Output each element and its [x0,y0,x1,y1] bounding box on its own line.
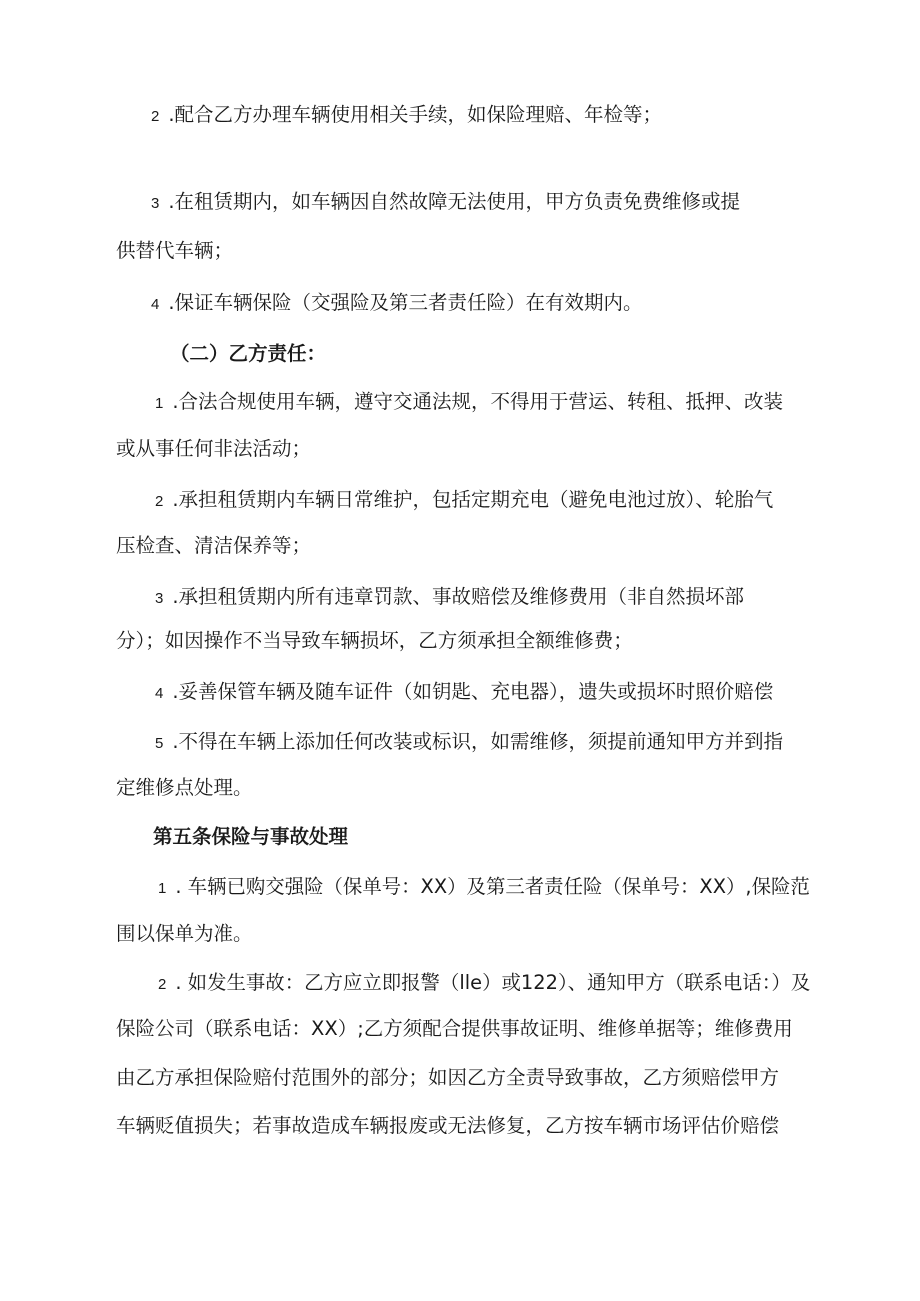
clause-line [158,873,810,903]
clause-text: . 车辆已购交强险（保单号：XX）及第三者责任险（保单号：XX）,保险范 [175,875,810,898]
section-heading: （二）乙方责任： [170,342,327,365]
clause-continuation: 由乙方承担保险赔付范围外的部分；如因乙方全责导致事故，乙方须赔偿甲方 [116,1066,780,1089]
clause-number: 3 [155,590,164,607]
clause-number: 4 [151,296,160,313]
clause-number: 4 [155,685,164,702]
clause-line [151,101,662,131]
clause-continuation: 保险公司（联系电话：XX）;乙方须配合提供事故证明、维修单据等；维修费用 [116,1017,793,1040]
clause-number: 2 [158,976,167,993]
clause-text: . 如发生事故：乙方应立即报警（lle）或122）、通知甲方（联系电话：）及 [175,971,811,994]
clause-continuation: 围以保单为准。 [116,922,253,945]
clause-line [151,188,740,218]
clause-line [158,969,810,999]
clause-continuation: 车辆贬值损失；若事故造成车辆报废或无法修复，乙方按车辆市场评估价赔偿 [116,1114,780,1137]
clause-continuation: 分）；如因操作不当导致车辆损坏，乙方须承担全额维修费； [116,629,633,652]
clause-line [155,728,783,758]
clause-number: 2 [155,493,164,510]
clause-continuation: 定维修点处理。 [116,776,253,799]
clause-number: 5 [155,735,164,752]
clause-text: .在租赁期内，如车辆因自然故障无法使用，甲方负责免费维修或提 [168,190,741,213]
article-heading: 第五条保险与事故处理 [153,825,349,848]
clause-number: 3 [151,195,160,212]
clause-number: 1 [158,880,167,897]
clause-line [155,486,773,516]
clause-continuation: 压检查、清洁保养等； [116,534,312,557]
clause-number: 1 [155,395,164,412]
clause-text: .配合乙方办理车辆使用相关手续，如保险理赔、年检等； [168,103,663,126]
clause-text: .保证车辆保险（交强险及第三者责任险）在有效期内。 [168,291,643,314]
clause-text: .不得在车辆上添加任何改装或标识，如需维修，须提前通知甲方并到指 [172,730,784,753]
clause-line [155,388,783,418]
clause-line [151,289,643,319]
clause-text: .妥善保管车辆及随车证件（如钥匙、充电器），遗失或损坏时照价赔偿 [172,680,774,703]
clause-text: .承担租赁期内所有违章罚款、事故赔偿及维修费用（非自然损坏部 [172,585,745,608]
clause-text: .合法合规使用车辆，遵守交通法规，不得用于营运、转租、抵押、改装 [172,390,784,413]
clause-text: .承担租赁期内车辆日常维护，包括定期充电（避免电池过放）、轮胎气 [172,488,774,511]
clause-continuation: 或从事任何非法活动； [116,437,312,460]
clause-line [155,583,744,613]
clause-continuation: 供替代车辆； [116,239,234,262]
clause-number: 2 [151,108,160,125]
clause-line [155,678,773,708]
